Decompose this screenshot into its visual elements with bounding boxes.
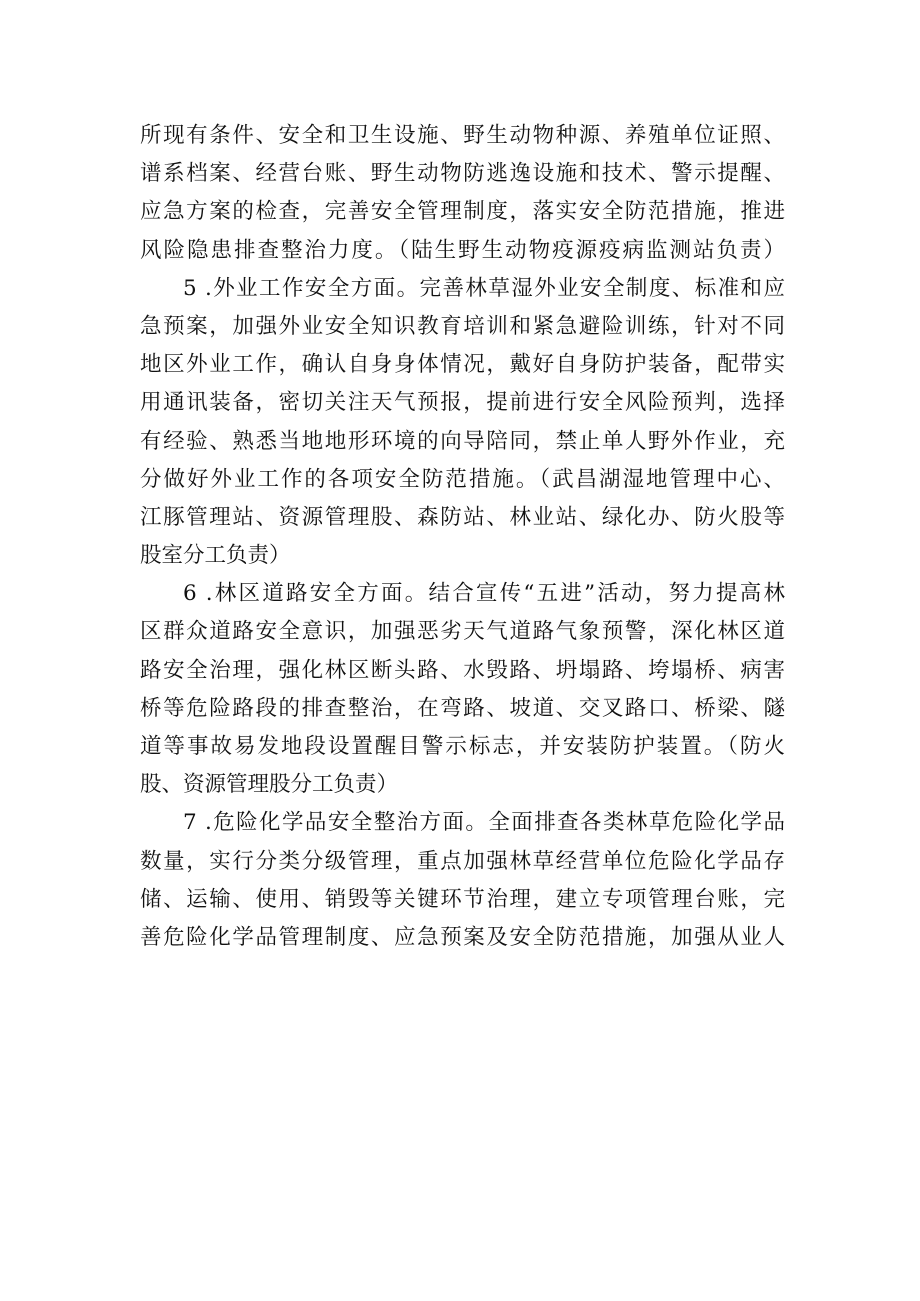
text-line: 应急方案的检查，完善安全管理制度，落实安全防范措施，推进 bbox=[140, 199, 785, 225]
text-line: 6 .林区道路安全方面。结合宣传“五进”活动，努力提高林 bbox=[183, 581, 785, 607]
text-line: 善危险化学品管理制度、应急预案及安全防范措施，加强从业人 bbox=[140, 924, 785, 950]
text-line: 谱系档案、经营台账、野生动物防逃逸设施和技术、警示提醒、 bbox=[140, 161, 785, 187]
text-line: 分做好外业工作的各项安全防范措施。（武昌湖湿地管理中心、 bbox=[140, 466, 785, 492]
text-line: 股、资源管理股分工负责） bbox=[140, 772, 399, 798]
text-line: 储、运输、使用、销毁等关键环节治理，建立专项管理台账，完 bbox=[140, 886, 785, 912]
text-line: 区群众道路安全意识，加强恶劣天气道路气象预警，深化林区道 bbox=[140, 619, 785, 645]
paragraph-field-work-safety bbox=[140, 270, 785, 576]
text-line: 所现有条件、安全和卫生设施、野生动物种源、养殖单位证照、 bbox=[140, 123, 785, 148]
text-line: 数量，实行分类分级管理，重点加强林草经营单位危险化学品存 bbox=[140, 848, 785, 874]
text-line: 股室分工负责） bbox=[140, 543, 291, 569]
text-line: 路安全治理，强化林区断头路、水毁路、坍塌路、垮塌桥、病害 bbox=[140, 657, 785, 683]
text-line: 5 .外业工作安全方面。完善林草湿外业安全制度、标准和应 bbox=[183, 275, 785, 301]
text-line: 有经验、熟悉当地地形环境的向导陪同，禁止单人野外作业，充 bbox=[140, 428, 785, 454]
text-line: 江豚管理站、资源管理股、森防站、林业站、绿化办、防火股等 bbox=[140, 504, 785, 530]
paragraph-wildlife-inspection bbox=[140, 117, 785, 270]
document-page bbox=[140, 117, 785, 957]
text-line: 桥等危险路段的排查整治，在弯路、坡道、交叉路口、桥梁、隧 bbox=[140, 695, 785, 721]
text-line: 7 .危险化学品安全整治方面。全面排查各类林草危险化学品 bbox=[183, 810, 785, 836]
paragraph-forest-road-safety bbox=[140, 575, 785, 804]
text-line: 地区外业工作，确认自身身体情况，戴好自身防护装备，配带实 bbox=[140, 352, 785, 378]
text-line: 用通讯装备，密切关注天气预报，提前进行安全风险预判，选择 bbox=[140, 390, 785, 416]
text-line: 道等事故易发地段设置醒目警示标志，并安装防护装置。（防火 bbox=[140, 734, 785, 759]
text-line: 风险隐患排查整治力度。（陆生野生动物疫源疫病监测站负责） bbox=[140, 237, 785, 263]
paragraph-hazardous-chemicals bbox=[140, 804, 785, 957]
text-line: 急预案，加强外业安全知识教育培训和紧急避险训练，针对不同 bbox=[140, 313, 785, 339]
